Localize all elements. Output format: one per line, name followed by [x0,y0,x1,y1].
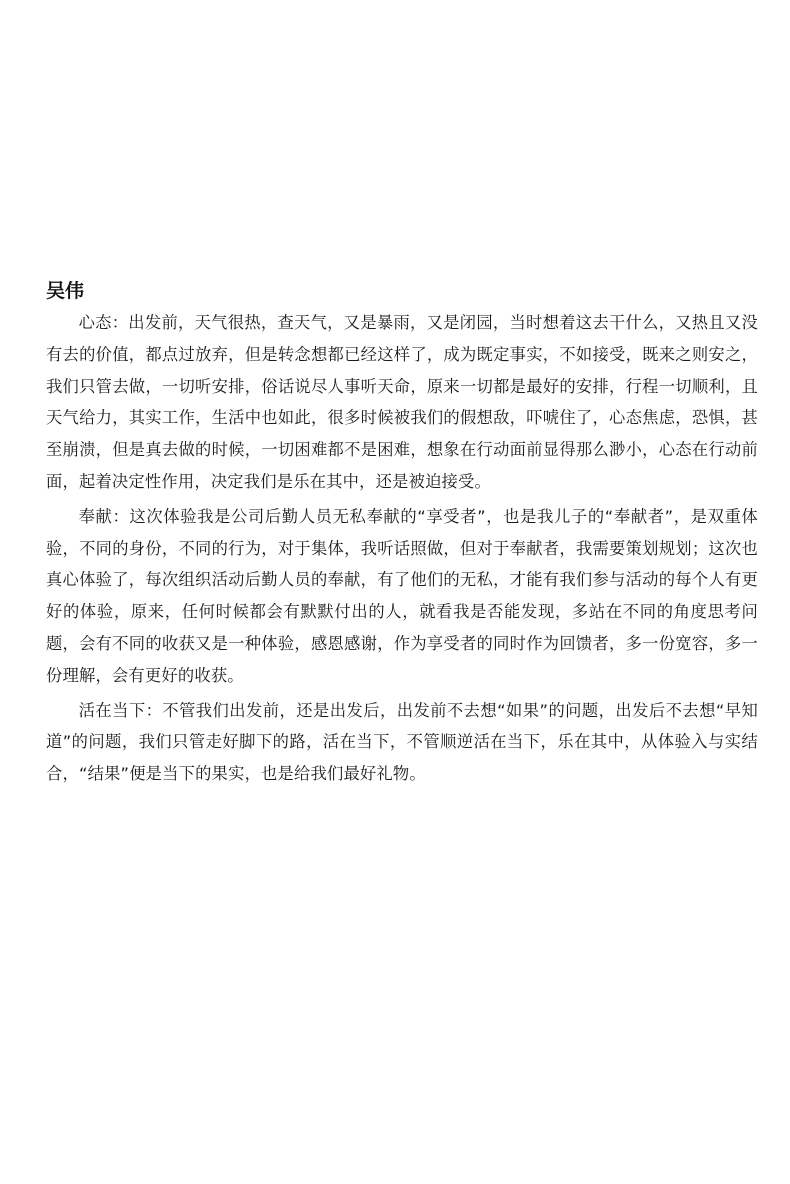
paragraph-mindset: 心态：出发前，天气很热，查天气，又是暴雨，又是闭园，当时想着这去干什么，又热且又没有去的价值，都点过放弃，但是转念想都已经这样了，成为既定事实，不如接受，既来之则安之，我们只管去做，一切听安排，俗话说尽人事听天命，原来一切都是最好的安排，行程一切顺利，且天气给力，其实工作，生活中也如此，很多时候被我们的假想敌，吓唬住了，心态焦虑，恐惧，甚至崩溃，但是真去做的时候，一切困难都不是困难，想象在行动面前显得那么渺小，心态在行动前面，起着决定性作用，决定我们是乐在其中，还是被迫接受。 [46,313,758,491]
paragraph-dedication: 奉献：这次体验我是公司后勤人员无私奉献的“享受者”，也是我儿子的“奉献者”，是双重体验，不同的身份，不同的行为，对于集体，我听话照做，但对于奉献者，我需要策划规划；这次也真心体验了，每次组织活动后勤人员的奉献，有了他们的无私，才能有我们参与活动的每个人有更好的体验，原来，任何时候都会有默默付出的人，就看我是否能发现，多站在不同的角度思考问题，会有不同的收获又是一种体验，感恩感谢，作为享受者的同时作为回馈者，多一份宽容，多一份理解，会有更好的收获。 [46,506,758,685]
author-name: 吴伟 [46,280,85,302]
paragraph-live-in-the-moment: 活在当下：不管我们出发前，还是出发后，出发前不去想“如果”的问题，出发后不去想“早知道”的问题，我们只管走好脚下的路，活在当下，不管顺逆活在当下，乐在其中，从体验入与实结合，“结果”便是当下的果实，也是给我们最好礼物。 [46,700,758,784]
document-body [46,276,758,793]
